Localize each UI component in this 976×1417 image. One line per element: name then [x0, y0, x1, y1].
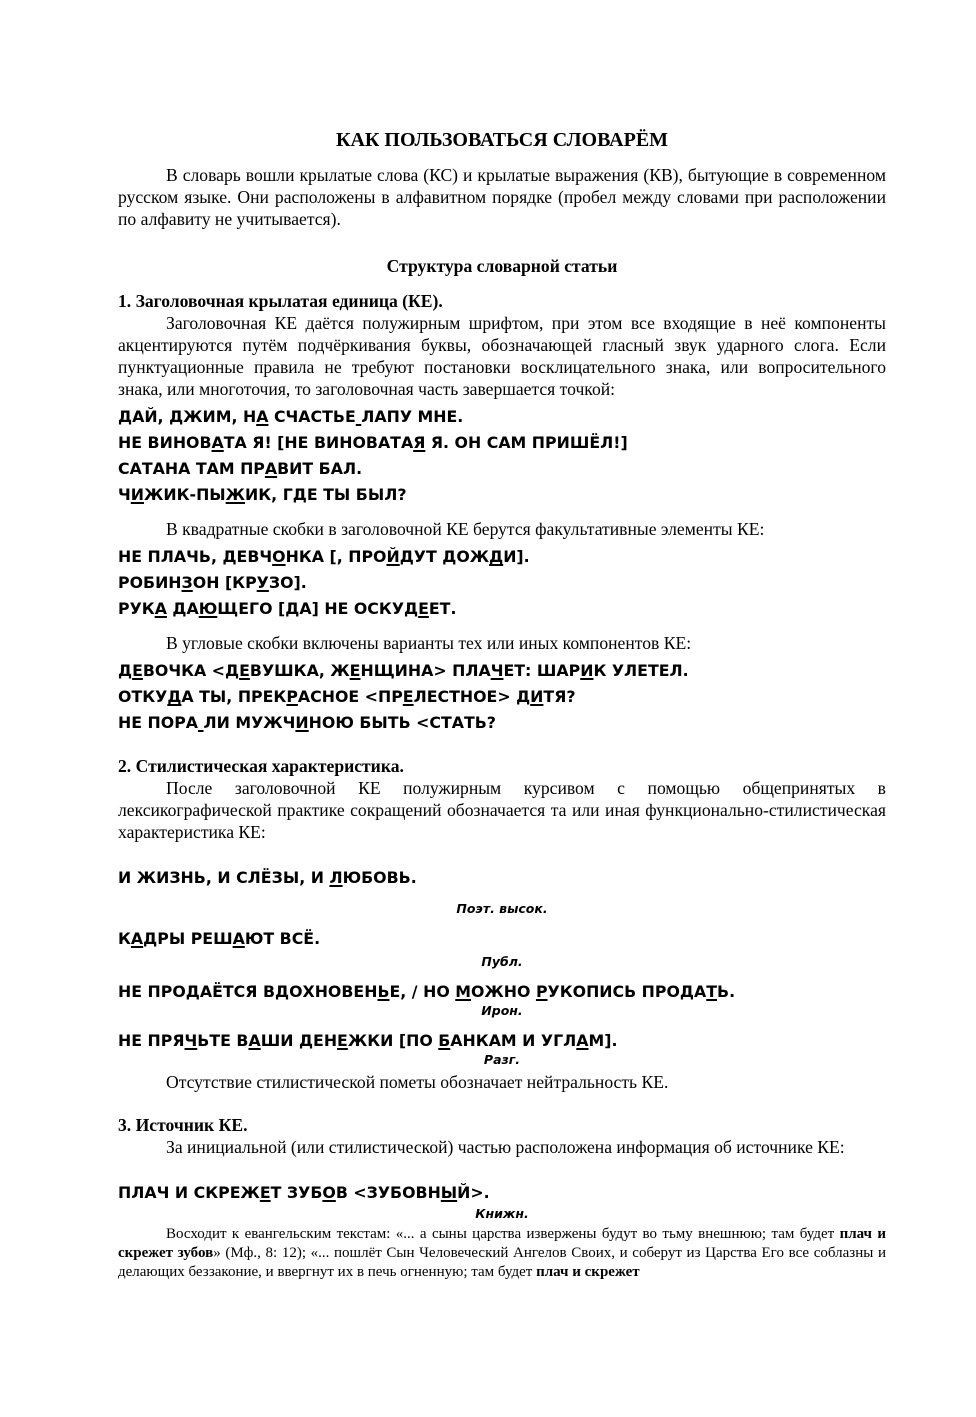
ke-example: НЕ ПОРА ЛИ МУЖЧИНОЮ БЫТЬ <СТАТЬ? — [118, 713, 496, 732]
ke-example: ДЕВОЧКА <ДЕВУШКА, ЖЕНЩИНА> ПЛАЧЕТ: ШАРИК УЛЕТЕЛ. — [118, 661, 689, 680]
ke-example: И ЖИЗНЬ, И СЛЁЗЫ, И ЛЮБОВЬ. — [118, 868, 417, 887]
stress-mark: Ю — [198, 599, 218, 618]
style-mark: Поэт. высок. — [456, 901, 548, 916]
stress-mark: А — [154, 599, 167, 618]
stress-mark: И — [295, 713, 309, 732]
ke-example: РУКА ДАЮЩЕГО [ДА] НЕ ОСКУДЕЕТ. — [118, 599, 457, 618]
stress-mark: Л — [329, 868, 343, 887]
section2-heading: 2. Стилистическая характеристика. — [118, 756, 404, 776]
stress-mark: М — [455, 982, 471, 1001]
ke-example: САТАНА ТАМ ПРАВИТ БАЛ. — [118, 459, 363, 478]
stress-mark: Ч — [490, 661, 504, 680]
stress-mark: Е — [239, 661, 250, 680]
stress-mark: Т — [706, 982, 718, 1001]
source-text: » (Мф., 8: 12); «... пошлёт Сын Человеческий Ангелов Своих, и соберут из Царства Его все соблазны и делающих беззаконие, и ввергнут их в печь огненную; там будет — [118, 1245, 886, 1280]
style-mark: Ирон. — [481, 1003, 523, 1018]
stress-mark: И — [130, 485, 144, 504]
style-mark: Книжн. — [475, 1206, 529, 1221]
stress-mark: И — [530, 687, 544, 706]
bracket-examples — [118, 548, 886, 618]
stress-mark: Е — [337, 1031, 348, 1050]
angle-text: В угловые скобки включены варианты тех или иных компонентов КЕ: — [166, 633, 692, 653]
stress-mark: Д — [167, 687, 182, 706]
stress-mark: А — [576, 1031, 589, 1050]
stress-mark: Я — [413, 433, 426, 452]
section2-text: После заголовочной КЕ полужирным курсивом с помощью общепринятых в лексикографической практике сокращений обозначается та или иная функционально-стилистическая характеристика КЕ: — [118, 778, 886, 842]
stress-mark: Ч — [184, 1031, 198, 1050]
stress-mark: Б — [438, 1031, 451, 1050]
stress-mark: Й — [386, 547, 400, 566]
stress-mark: Е — [349, 661, 361, 680]
ke-example: НЕ ПРОДАЁТСЯ ВДОХНОВЕНЬЕ, / НО МОЖНО РУКОПИСЬ ПРОДАТЬ. — [118, 982, 736, 1001]
stress-mark: А — [256, 407, 269, 426]
stress-mark: Е — [259, 1183, 271, 1202]
stress-mark — [356, 407, 362, 426]
ke-example: КАДРЫ РЕШАЮТ ВСЁ. — [118, 929, 321, 948]
section2-note: Отсутствие стилистической пометы обозначает нейтральность КЕ. — [166, 1072, 669, 1092]
source-paragraph — [118, 1225, 886, 1282]
ke-example: НЕ ВИНОВАТА Я! [НЕ ВИНОВАТАЯ Я. ОН САМ ПРИШЁЛ!] — [118, 433, 628, 452]
ke-example: ОТКУДА ТЫ, ПРЕКРАСНОЕ <ПРЕЛЕСТНОЕ> ДИТЯ? — [118, 687, 576, 706]
stress-mark: Ж — [225, 485, 246, 504]
stress-mark: Е — [402, 687, 414, 706]
stress-mark: А — [130, 929, 144, 948]
stress-mark: Ы — [440, 1183, 458, 1202]
source-text: Восходит к евангельским текстам: «... а сыны царства извержены будут во тьму внешнюю; там будет — [166, 1226, 840, 1242]
style-mark: Публ. — [481, 954, 523, 969]
stress-mark: Е — [132, 661, 143, 680]
stress-mark: А — [264, 459, 278, 478]
stress-mark: И — [580, 661, 594, 680]
stress-mark: З — [181, 573, 193, 592]
stress-mark: Д — [489, 547, 504, 566]
section3-text: За инициальной (или стилистической) частью расположена информация об источнике КЕ: — [166, 1137, 845, 1157]
angle-examples — [118, 662, 886, 732]
ke-example: РОБИНЗОН [КРУЗО]. — [118, 573, 307, 592]
stress-mark: У — [256, 573, 269, 592]
ke-example: ЧИЖИК-ПЫЖИК, ГДЕ ТЫ БЫЛ? — [118, 485, 407, 504]
ke-example: НЕ ПЛАЧЬ, ДЕВЧОНКА [, ПРОЙДУТ ДОЖДИ]. — [118, 547, 530, 566]
stress-mark: А — [232, 929, 245, 948]
stress-mark — [198, 713, 204, 732]
source-bold: плач и скрежет зубов — [118, 1226, 886, 1261]
intro-paragraph: В словарь вошли крылатые слова (КС) и крылатые выражения (КВ), бытующие в современном русском языке. Они расположены в алфавитном порядке (пробел между словами при расположении по алфавиту не учитывается). — [118, 165, 886, 229]
stress-mark: О — [322, 1183, 336, 1202]
ke-example: ДАЙ, ДЖИМ, НА СЧАСТЬЕ ЛАПУ МНЕ. — [118, 407, 464, 426]
brackets-text: В квадратные скобки в заголовочной КЕ берутся факультативные элементы КЕ: — [166, 519, 765, 539]
source-bold: плач и скрежет — [536, 1264, 640, 1280]
stress-mark: Р — [535, 982, 548, 1001]
section3-heading: 3. Источник КЕ. — [118, 1115, 248, 1135]
stress-mark: Р — [286, 687, 298, 706]
stress-mark: Е — [418, 599, 429, 618]
stress-mark: О — [272, 547, 286, 566]
ke-example: НЕ ПРЯЧЬТЕ ВАШИ ДЕНЕЖКИ [ПО БАНКАМ И УГЛАМ]. — [118, 1031, 618, 1050]
stress-mark: А — [248, 1031, 261, 1050]
stress-mark: Ь — [377, 982, 390, 1001]
section1-heading: 1. Заголовочная крылатая единица (КЕ). — [118, 291, 443, 311]
page-title: КАК ПОЛЬЗОВАТЬСЯ СЛОВАРЁМ — [335, 129, 669, 151]
stress-mark: А — [211, 433, 224, 452]
section1-text: Заголовочная КЕ даётся полужирным шрифтом, при этом все входящие в неё компоненты акцентируются путём подчёркивания буквы, обозначающей гласный звук ударного слога. Если пунктуационные правила не требуют постановки восклицательного знака, или вопросительного знака, или многоточия, то заголовочная часть завершается точкой: — [118, 313, 886, 399]
ke-example: ПЛАЧ И СКРЕЖЕТ ЗУБОВ <ЗУБОВНЫЙ>. — [118, 1183, 490, 1202]
style-mark: Разг. — [483, 1052, 521, 1067]
content — [118, 129, 886, 1282]
structure-heading: Структура словарной статьи — [386, 256, 618, 276]
section1-examples — [118, 408, 886, 504]
